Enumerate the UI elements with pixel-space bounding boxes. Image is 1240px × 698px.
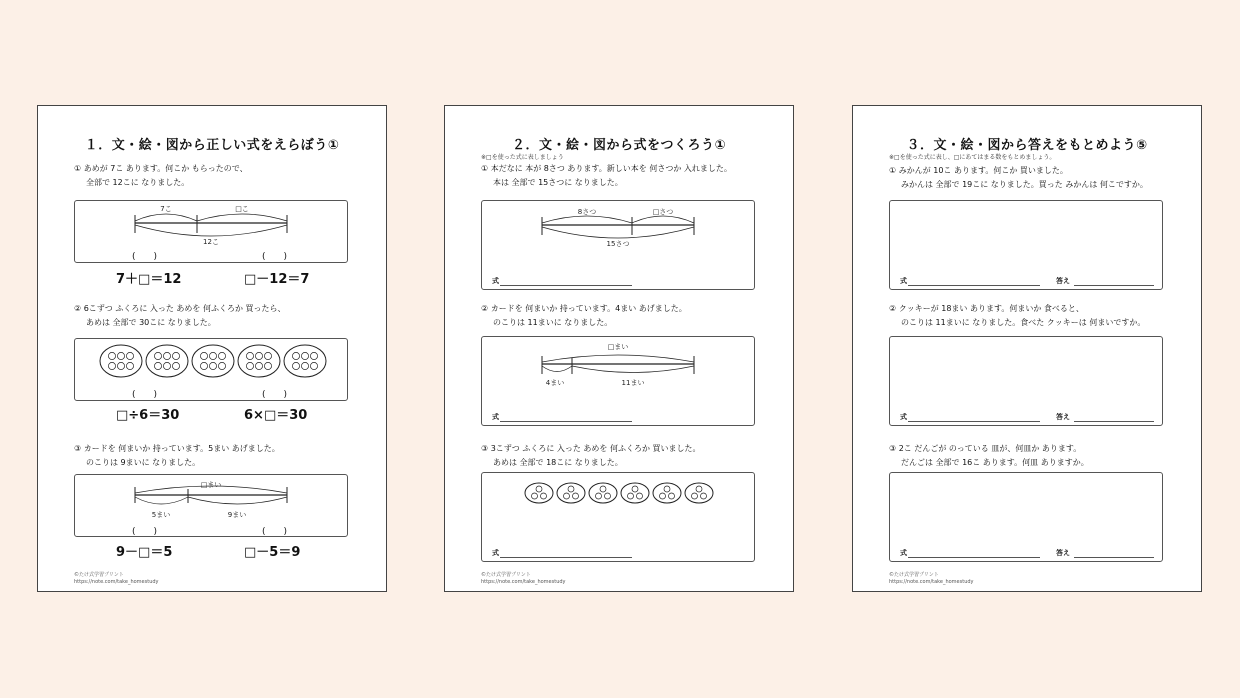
tape-diagram (482, 201, 756, 291)
segment-label: □さつ (652, 208, 674, 216)
diagram-box-1 (74, 200, 348, 263)
segment-label: 4まい (545, 379, 565, 387)
worksheet-title: ３．文・絵・図から答えをもとめよう⑤ (906, 138, 1148, 153)
candy-bag (146, 345, 188, 377)
tape-diagram (75, 201, 349, 264)
answer-paren[interactable]: ( ) (262, 252, 288, 262)
equation-option: □－5＝9 (244, 545, 301, 560)
equation-option: □－12＝7 (244, 272, 310, 287)
total-label: 12こ (203, 238, 219, 246)
candy-bag (621, 483, 649, 503)
question-3: ③ カードを 何まいか 持っています。5まい あげました。 のこりは 9まいに なりました。 (74, 444, 280, 467)
question-1: ① あめが 7こ あります。何こか もらったので、 全部で 12こに なりました。 (74, 164, 248, 187)
worksheet-title: １．文・絵・図から正しい式をえらぼう① (84, 138, 340, 153)
shiki-label: 式 (492, 277, 499, 285)
answer-box-1[interactable] (889, 200, 1163, 290)
total-label: 15さつ (606, 240, 630, 248)
kotae-label: 答え (1056, 413, 1070, 421)
answer-paren[interactable]: ( ) (132, 390, 158, 400)
worksheet-title: ２．文・絵・図から式をつくろう① (511, 138, 726, 153)
picture-box-2 (74, 338, 348, 401)
equation-option: 9－□＝5 (116, 545, 173, 560)
equation-option: 6×□＝30 (244, 408, 308, 423)
tape-diagram (75, 475, 349, 538)
kotae-answer-line[interactable] (1074, 421, 1154, 422)
total-label: □まい (607, 343, 629, 351)
candy-bag (192, 345, 234, 377)
segment-label: 9まい (227, 511, 247, 519)
candy-bags-picture (75, 339, 349, 402)
equation-option: 7＋□＝12 (116, 272, 182, 287)
candy-bag (653, 483, 681, 503)
shiki-label: 式 (900, 277, 907, 285)
shiki-answer-line[interactable] (908, 557, 1040, 558)
footer: ©たけ式学習プリント https://note.com/take_homestudy (889, 572, 974, 585)
candy-bag (557, 483, 585, 503)
answer-paren[interactable]: ( ) (262, 527, 288, 537)
candy-bag (100, 345, 142, 377)
question-1: ① 本だなに 本が 8さつ あります。新しい本を 何さつか 入れました。 本は 全部で 15さつに なりました。 (481, 164, 732, 187)
shiki-label: 式 (492, 413, 499, 421)
question-2: ② クッキーが 18まい あります。何まいか 食べると、 のこりは 11まいに なりました。食べた クッキーは 何まいですか。 (889, 304, 1146, 327)
candy-bag (284, 345, 326, 377)
candy-bag (525, 483, 553, 503)
candy-bag (685, 483, 713, 503)
total-label: □まい (200, 481, 222, 489)
answer-paren[interactable]: ( ) (262, 390, 288, 400)
candy-bag (589, 483, 617, 503)
segment-label: 8さつ (577, 208, 597, 216)
segment-label: □こ (235, 205, 249, 213)
kotae-answer-line[interactable] (1074, 285, 1154, 286)
question-2: ② 6こずつ ふくろに 入った あめを 何ふくろか 買ったら、 あめは 全部で 30こに なりました。 (74, 304, 286, 327)
tape-diagram (482, 337, 756, 427)
segment-label: 7こ (160, 205, 172, 213)
diagram-box-3 (74, 474, 348, 537)
footer: ©たけ式学習プリント https://note.com/take_homestudy (74, 572, 159, 585)
answer-paren[interactable]: ( ) (132, 252, 158, 262)
shiki-answer-line[interactable] (500, 421, 632, 422)
worksheet-2 (444, 105, 794, 592)
shiki-label: 式 (492, 549, 499, 557)
worksheet-3 (852, 105, 1202, 592)
question-1: ① みかんが 10こ あります。何こか 買いました。 みかんは 全部で 19こに なりました。買った みかんは 何こですか。 (889, 166, 1148, 189)
shiki-label: 式 (900, 413, 907, 421)
kotae-label: 答え (1056, 549, 1070, 557)
diagram-box-1 (481, 200, 755, 290)
worksheet-1 (37, 105, 387, 592)
segment-label: 11まい (621, 379, 645, 387)
answer-paren[interactable]: ( ) (132, 527, 158, 537)
candy-bags-picture (482, 473, 756, 563)
instruction-note: ※□を使った式に表しましょう (481, 154, 564, 161)
candy-bag (238, 345, 280, 377)
shiki-answer-line[interactable] (500, 557, 632, 558)
shiki-answer-line[interactable] (500, 285, 632, 286)
footer: ©たけ式学習プリント https://note.com/take_homestudy (481, 572, 566, 585)
picture-box-3 (481, 472, 755, 562)
question-3: ③ 2こ だんごが のっている 皿が、何皿か あります。 だんごは 全部で 16こ あります。何皿 ありますか。 (889, 444, 1089, 467)
instruction-note: ※□を使った式に表し、□にあてはまる数をもとめましょう。 (889, 154, 1056, 161)
equation-option: □÷6＝30 (116, 408, 180, 423)
diagram-box-2 (481, 336, 755, 426)
answer-box-2[interactable] (889, 336, 1163, 426)
shiki-answer-line[interactable] (908, 285, 1040, 286)
question-3: ③ 3こずつ ふくろに 入った あめを 何ふくろか 買いました。 あめは 全部で 18こに なりました。 (481, 444, 701, 467)
kotae-answer-line[interactable] (1074, 557, 1154, 558)
segment-label: 5まい (151, 511, 171, 519)
shiki-label: 式 (900, 549, 907, 557)
answer-box-3[interactable] (889, 472, 1163, 562)
shiki-answer-line[interactable] (908, 421, 1040, 422)
question-2: ② カードを 何まいか 持っています。4まい あげました。 のこりは 11まいに なりました。 (481, 304, 687, 327)
kotae-label: 答え (1056, 277, 1070, 285)
